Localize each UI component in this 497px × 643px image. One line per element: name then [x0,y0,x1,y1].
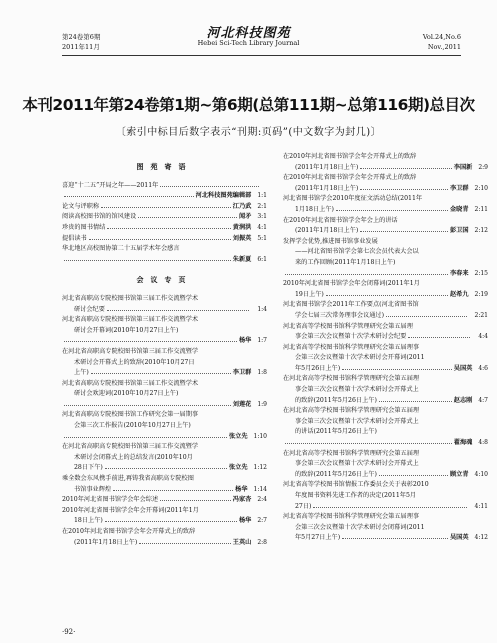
toc-entry [283,332,488,343]
toc-entry [283,226,488,237]
toc-entry [283,438,488,449]
toc-entry [62,495,267,506]
toc-entry [283,470,488,481]
toc-entry-text: 河北省高职高专院校图书馆工作研究会第一届期事 [62,411,199,419]
toc-entry-author: 王英山 [232,538,252,546]
toc-entry-text: 事会第三次会议暨第十次学术研讨会开幕式上 [295,386,419,394]
leader-dots [105,521,237,522]
toc-entry-title: 事会第三次会议暨第十次学术研讨会纪要 [295,333,407,341]
toc-entry-text: 乘全数会东风携手前进,再铸我省高职高专院校图 [62,475,194,483]
issue-info-en [423,32,461,52]
toc-entry-title: 年5月26日上午) [295,364,341,372]
toc-entry-text: 事会第三次会议暨第十次学术研讨会开幕式上 [295,417,419,425]
toc-entry [62,305,267,316]
toc-entry-text: 河北省图书馆学会2010年度征文活动总结(2011年 [283,195,423,203]
leader-dots [160,186,259,187]
header-rule [62,55,461,56]
leader-dots [139,543,230,544]
toc-entry-page: 1:9 [257,400,267,408]
toc-entry-text: 河北省高等学校图书馆情报工作委员会关于表彰2010 [283,481,429,489]
journal-title-en: Hebei Sci-Tech Library Journal [197,39,300,47]
toc-entry-page: 2:21 [474,311,488,319]
toc-entry-text: 2010年河北省图书馆学会年会闭幕词(2011年1月 [283,280,420,288]
toc-entry [283,184,488,195]
toc-entry-page: 4:1 [257,223,267,231]
toc-entry-author: 黄润洪 [232,223,252,231]
toc-entry-page: 1:7 [257,337,267,345]
toc-entry-page: 4:8 [478,439,488,447]
toc-entry-author: 闻矛 [238,213,252,221]
toc-entry-text: 年度图书资料先进工作者的决定(2011年5月 [295,492,417,499]
toc-entry-page: 2:12 [474,227,488,235]
toc-entry [62,463,267,474]
toc-entry [283,269,488,280]
toc-entry-author: 冯家杏 [232,496,252,504]
toc-entry-page: 3:1 [257,213,267,221]
leader-dots [101,207,231,208]
toc-entry-title: 书馆事业辉煌 [74,485,112,493]
toc-entry [62,538,267,549]
toc-entry-title: (2011年1月18日上午) [295,163,359,171]
toc-entry [62,212,267,223]
toc-entry-title: 提倡读书 [62,234,87,242]
toc-entry-page: 2:1 [257,202,267,210]
toc-entry-author: 杨华 [238,517,252,525]
toc-entry-title: 论文与评职称 [62,202,100,210]
toc-entry-text: 事会第三次会议暨第十次学术研讨会开幕式上 [295,460,419,468]
toc-entry-title: 学会七届三次常务理事会议通过) [295,311,385,319]
issue-date: 2011年11月 [62,43,100,51]
date-en: Nov.,2011 [427,43,461,51]
toc-entry [283,311,488,322]
page-title: 本刊2011年第24卷第1期~第6期(总第111期~总第116期)总目次 [22,96,475,114]
leader-dots [89,239,231,240]
journal-title: 河北科技图苑 [206,26,291,41]
toc-entry-title: 上午) [74,369,89,377]
toc-entry-page: 1:4 [257,305,267,313]
toc-entry [283,533,488,544]
leader-dots [342,538,448,539]
volume-en: Vol.24,No.6 [422,33,461,41]
toc-entry-page: 2:9 [478,163,488,171]
toc-entry-title: 1月18日上午) [295,205,334,213]
toc-entry-text: 河北省图书馆学会2011年工作要点(河北省图书馆 [283,301,419,309]
leader-dots [64,405,231,406]
toc-entry-author: 顾立青 [449,470,469,478]
toc-entry-text: 河北省高等学校图书馆科学管理研究会第五届理 [283,322,413,330]
toc-entry-author: 李国新 [453,163,473,171]
toc-entry-author: 杨华 [238,337,252,345]
toc-entry-title: 珍贵的图书情结 [62,223,106,231]
toc-entry [283,502,488,513]
toc-entry-title: 阅读高校图书馆的馆风建设 [62,213,137,221]
toc-entry-page: 2:8 [257,538,267,546]
leader-dots [64,437,227,438]
toc-entry-author: 彭卫国 [449,227,469,235]
toc-entry-text: 2010年河北省图书馆学会年会开幕词(2011年1月 [62,506,199,514]
toc-entry-author: 张立先 [228,432,248,440]
leader-dots [379,475,448,476]
toc-entry [62,223,267,234]
toc-entry-author: 赵希九 [449,290,469,298]
toc-entry-text: 在2010年河北省图书馆学会年会上的讲话 [283,216,398,224]
toc-entry-text: 在2010年河北省图书馆学会年会开幕式上的致辞 [283,153,417,160]
toc-entry [283,290,488,301]
toc-entry-title: (2011年1月18日上午) [74,538,138,546]
toc-entry-title: 年5月27日上午) [295,534,341,542]
toc-entry-text: 术研讨会开幕式上的致辞(2010年10月27日 [74,358,195,366]
toc-entry [62,368,267,379]
section-heading: 会议专页 [136,275,193,285]
toc-entry-text: 术研讨会闭幕式上的总结发言(2010年10月 [74,453,193,461]
toc-entry-page: 4:4 [478,333,488,341]
leader-dots [64,341,237,342]
leader-dots [285,443,452,444]
issue-volume: 第24卷第6期 [62,33,101,41]
toc-entry-title: (2011年1月18日上午) [295,227,359,235]
page-header [0,0,497,56]
section-heading: 图苑寄语 [136,162,193,171]
toc-entry-text: 研讨会开幕词(2010年10月27日上午) [74,326,179,334]
toc-entry-text: 河北省高职高专院校图书馆第三届工作交流暨学术 [62,316,199,324]
toc-entry-title: 研讨会纪要 [74,305,105,313]
leader-dots [360,231,448,232]
toc-entry-text: ——河北省图书馆学会第七次会员代表大会以 [295,248,419,256]
leader-dots [386,316,466,317]
toc-right-column [283,152,488,544]
toc-entry [283,205,488,216]
toc-entry [283,163,488,174]
toc-entry-title: 18日上午) [74,517,103,525]
leader-dots [360,168,451,169]
toc-entry [62,191,267,202]
toc-entry-text: 在河北省高等学校图书馆科学管理研究会第五届理 [283,449,420,457]
toc-entry-page: 2:19 [474,290,488,298]
toc-entry-author: 翟海魂 [453,439,473,447]
toc-entry [283,364,488,375]
toc-entry-title: 27日) [295,502,312,510]
leader-dots [107,228,230,229]
toc-entry-text: 在河北省高等学校图书馆科学管理研究会第五届理 [283,375,420,383]
toc-entry [62,400,267,411]
toc-entry-author: 张立先 [228,464,248,472]
index-note: 〔索引中标目后数字表示“刊期:页码”(中文数字为封几)〕 [115,127,382,138]
leader-dots [342,369,452,370]
toc-entry-text: 在河北省高职高专院校图书馆第三届工作交流暨学 [62,443,199,451]
toc-entry-page: 2:4 [257,496,267,504]
toc-entry [62,336,267,347]
toc-entry-text: 发挥学会优势,推进图书馆事业发展 [283,237,378,245]
toc-entry-text: 在2010年河北省图书馆学会年会开幕式上的致辞 [283,174,417,182]
toc-entry-text: 会第三次会议暨第十次学术研讨会开幕词(2011 [295,354,425,362]
page-number: ·92· [62,628,76,636]
toc-entry-text: 华北地区高校图协第二十五届学术年会感言 [62,245,180,253]
toc-entry-author: 李春来 [449,269,469,277]
toc-entry-page: 4:6 [478,364,488,372]
toc-entry-author: 河北科技图苑编辑部 [195,192,252,200]
toc-entry-page: 2:7 [257,517,267,525]
toc-entry-text: 在2010年河北省图书馆学会年会开幕式上的致辞 [62,528,196,535]
leader-dots [336,210,448,211]
toc-entry-page: 4:11 [474,502,488,510]
toc-entry-author: 金晓青 [449,205,469,213]
toc-entry-author: 李卫群 [449,184,469,192]
toc-entry-author: 刘振英 [232,234,252,242]
toc-entry-title: 的致辞(2011年5月26日上午) [295,396,377,404]
toc-entry-text: 会第三次会议暨第十次学术研讨会闭幕词(2011 [295,523,425,531]
toc-entry-text: 河北省高职高专院校图书馆第三届工作交流暨学术 [62,294,199,302]
toc-entry-page: 2:11 [474,205,488,213]
toc-entry-text: 研讨会欢迎词(2010年10月27日上午) [74,390,179,398]
toc-entry-page: 4:10 [474,470,488,478]
leader-dots [64,196,194,197]
toc-entry [62,432,267,443]
leader-dots [107,310,249,311]
toc-entry-text: 在河北省高职高专院校图书馆第三届工作交流暨学 [62,347,199,355]
toc-entry-page: 1:14 [253,485,267,493]
toc-entry-title: 2010年河北省图书馆学会年会综述 [62,496,159,504]
toc-entry-text: 的讲话(2011年5月26日上午) [295,428,377,436]
leader-dots [64,260,231,261]
toc-entry-title: (2011年1月18日上午) [295,184,359,192]
toc-entry-author: 朱新夏 [232,255,252,263]
toc-entry [62,485,267,496]
toc-entry-text: 河北省高等学校图书馆科学管理研究会第五届理事 [283,343,420,351]
leader-dots [408,337,470,338]
toc-entry-author: 赵志刚 [453,396,473,404]
toc-entry-author: 江乃武 [232,202,252,210]
leader-dots [326,295,448,296]
toc-entry-page: 1:10 [253,432,267,440]
leader-dots [285,274,448,275]
toc-entry-author: 吴国英 [449,534,469,542]
leader-dots [91,373,231,374]
leader-dots [113,490,233,491]
toc-entry [62,255,267,266]
toc-entry [283,396,488,407]
toc-entry [62,516,267,527]
toc-entry-author: 刘莲花 [232,400,252,408]
toc-entry-text: 河北省高等学校图书馆科学管理研究会第五届理事 [283,513,420,521]
toc-entry-author: 吴国英 [453,364,473,372]
toc-entry-text: 会第三次工作报告(2010年10月27日上午) [74,422,191,430]
toc-entry-page: 6:1 [257,255,267,263]
toc-entry-page: 1:1 [257,192,267,200]
leader-dots [160,500,231,501]
toc-entry-page: 4:12 [474,534,488,542]
toc-entry [62,181,267,192]
toc-entry-text: 来的工作回顾(2011年1月18日上午) [295,258,396,266]
toc-entry-page: 5:1 [257,234,267,242]
toc-entry-text: 河北省高职高专院校图书馆第三届工作交流暨学术 [62,379,199,387]
toc-entry-page: 4:7 [478,396,488,404]
toc-entry-title: 28日下午) [74,464,103,472]
leader-dots [138,217,237,218]
leader-dots [379,401,452,402]
toc-entry-author: 杨华 [235,485,248,493]
toc-entry [62,202,267,213]
toc-entry-page: 2:10 [474,184,488,192]
leader-dots [313,507,466,508]
toc-entry-page: 1:8 [257,369,267,377]
toc-entry-author: 李卫群 [232,369,252,377]
leader-dots [105,468,227,469]
toc-entry-text: 在河北省高等学校图书馆科学管理研究会第五届理 [283,407,420,415]
leader-dots [360,189,448,190]
toc-entry-page: 1:12 [253,464,267,472]
toc-entry-title: 的致辞(2011年5月26日上午) [295,470,377,478]
toc-left-column [62,152,267,548]
toc-entry-title: 19日上午) [295,290,324,298]
toc-entry-title: 喜迎“十二五”开局之年——2011年 [62,181,159,189]
toc-entry [62,234,267,245]
toc-entry-page: 2:15 [474,269,488,277]
